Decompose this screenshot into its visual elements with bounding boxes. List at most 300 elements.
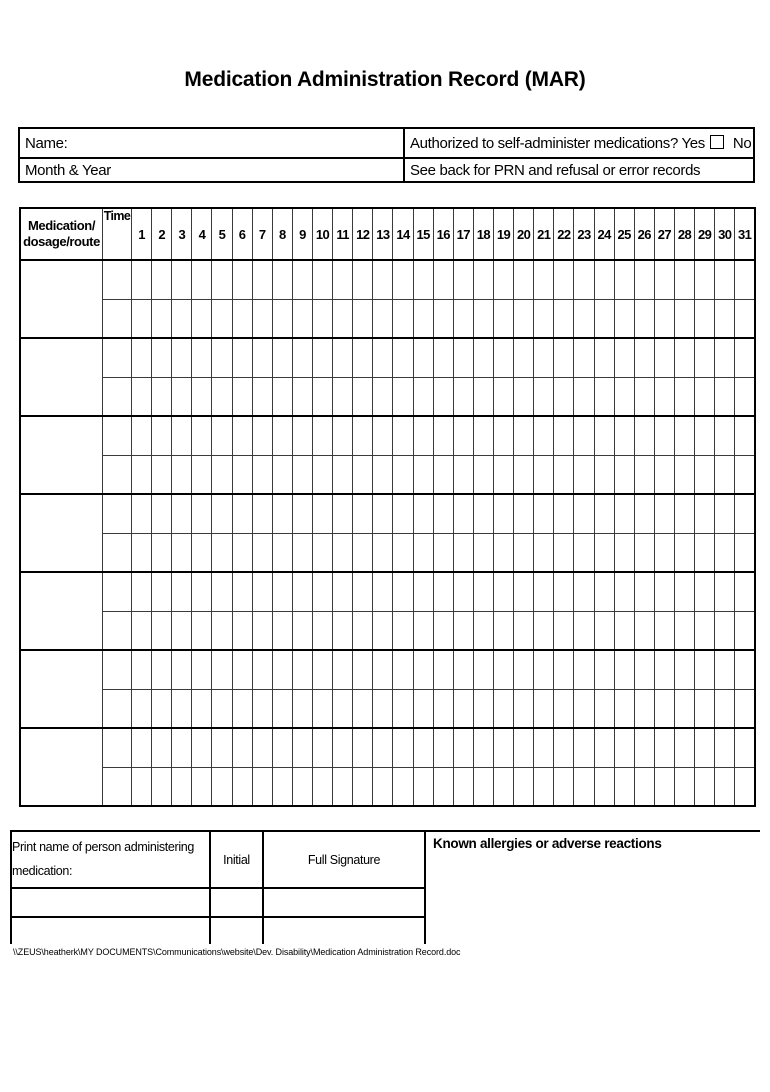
day-cell[interactable]: [594, 455, 614, 494]
day-cell[interactable]: [594, 494, 614, 533]
day-cell[interactable]: [413, 494, 433, 533]
day-cell[interactable]: [413, 650, 433, 689]
day-cell[interactable]: [715, 767, 735, 806]
day-cell[interactable]: [674, 260, 694, 299]
day-cell[interactable]: [252, 611, 272, 650]
day-cell[interactable]: [634, 338, 654, 377]
day-cell[interactable]: [473, 650, 493, 689]
day-cell[interactable]: [292, 767, 312, 806]
day-cell[interactable]: [132, 611, 152, 650]
day-cell[interactable]: [252, 767, 272, 806]
day-cell[interactable]: [433, 767, 453, 806]
day-cell[interactable]: [433, 533, 453, 572]
day-cell[interactable]: [312, 572, 332, 611]
day-cell[interactable]: [373, 767, 393, 806]
day-cell[interactable]: [674, 650, 694, 689]
day-cell[interactable]: [373, 728, 393, 767]
day-cell[interactable]: [433, 455, 453, 494]
day-cell[interactable]: [373, 416, 393, 455]
day-cell[interactable]: [554, 494, 574, 533]
day-cell[interactable]: [594, 260, 614, 299]
day-cell[interactable]: [634, 572, 654, 611]
day-cell[interactable]: [413, 299, 433, 338]
day-cell[interactable]: [514, 572, 534, 611]
day-cell[interactable]: [212, 299, 232, 338]
day-cell[interactable]: [353, 611, 373, 650]
day-cell[interactable]: [212, 611, 232, 650]
day-cell[interactable]: [393, 572, 413, 611]
day-cell[interactable]: [212, 416, 232, 455]
day-cell[interactable]: [634, 416, 654, 455]
day-cell[interactable]: [514, 767, 534, 806]
day-cell[interactable]: [554, 338, 574, 377]
day-cell[interactable]: [634, 494, 654, 533]
day-cell[interactable]: [192, 650, 212, 689]
day-cell[interactable]: [373, 572, 393, 611]
day-cell[interactable]: [534, 650, 554, 689]
day-cell[interactable]: [433, 338, 453, 377]
day-cell[interactable]: [493, 650, 513, 689]
day-cell[interactable]: [433, 299, 453, 338]
medication-cell[interactable]: [20, 260, 103, 338]
day-cell[interactable]: [292, 650, 312, 689]
day-cell[interactable]: [312, 416, 332, 455]
day-cell[interactable]: [473, 494, 493, 533]
day-cell[interactable]: [574, 767, 594, 806]
day-cell[interactable]: [594, 338, 614, 377]
day-cell[interactable]: [493, 494, 513, 533]
day-cell[interactable]: [674, 572, 694, 611]
day-cell[interactable]: [574, 650, 594, 689]
day-cell[interactable]: [373, 689, 393, 728]
day-cell[interactable]: [413, 572, 433, 611]
day-cell[interactable]: [192, 611, 212, 650]
day-cell[interactable]: [272, 611, 292, 650]
day-cell[interactable]: [634, 767, 654, 806]
day-cell[interactable]: [312, 767, 332, 806]
day-cell[interactable]: [292, 689, 312, 728]
day-cell[interactable]: [473, 377, 493, 416]
day-cell[interactable]: [393, 416, 413, 455]
day-cell[interactable]: [735, 689, 755, 728]
day-cell[interactable]: [292, 455, 312, 494]
day-cell[interactable]: [715, 611, 735, 650]
day-cell[interactable]: [272, 728, 292, 767]
day-cell[interactable]: [654, 260, 674, 299]
day-cell[interactable]: [453, 650, 473, 689]
day-cell[interactable]: [674, 533, 694, 572]
day-cell[interactable]: [192, 455, 212, 494]
day-cell[interactable]: [272, 767, 292, 806]
day-cell[interactable]: [614, 299, 634, 338]
day-cell[interactable]: [695, 689, 715, 728]
day-cell[interactable]: [534, 299, 554, 338]
day-cell[interactable]: [654, 416, 674, 455]
day-cell[interactable]: [735, 611, 755, 650]
day-cell[interactable]: [172, 728, 192, 767]
day-cell[interactable]: [634, 728, 654, 767]
day-cell[interactable]: [393, 611, 413, 650]
day-cell[interactable]: [534, 377, 554, 416]
day-cell[interactable]: [272, 533, 292, 572]
day-cell[interactable]: [232, 455, 252, 494]
day-cell[interactable]: [594, 416, 614, 455]
day-cell[interactable]: [473, 455, 493, 494]
day-cell[interactable]: [192, 494, 212, 533]
day-cell[interactable]: [152, 572, 172, 611]
day-cell[interactable]: [433, 650, 453, 689]
day-cell[interactable]: [353, 728, 373, 767]
day-cell[interactable]: [152, 689, 172, 728]
day-cell[interactable]: [634, 611, 654, 650]
day-cell[interactable]: [715, 455, 735, 494]
day-cell[interactable]: [594, 533, 614, 572]
day-cell[interactable]: [614, 689, 634, 728]
day-cell[interactable]: [333, 338, 353, 377]
day-cell[interactable]: [514, 455, 534, 494]
day-cell[interactable]: [312, 299, 332, 338]
day-cell[interactable]: [493, 533, 513, 572]
day-cell[interactable]: [172, 533, 192, 572]
day-cell[interactable]: [594, 572, 614, 611]
day-cell[interactable]: [453, 299, 473, 338]
day-cell[interactable]: [272, 260, 292, 299]
day-cell[interactable]: [252, 416, 272, 455]
day-cell[interactable]: [715, 650, 735, 689]
day-cell[interactable]: [514, 533, 534, 572]
day-cell[interactable]: [172, 572, 192, 611]
day-cell[interactable]: [312, 533, 332, 572]
day-cell[interactable]: [554, 572, 574, 611]
day-cell[interactable]: [614, 416, 634, 455]
day-cell[interactable]: [232, 650, 252, 689]
day-cell[interactable]: [514, 338, 534, 377]
day-cell[interactable]: [634, 260, 654, 299]
day-cell[interactable]: [594, 377, 614, 416]
day-cell[interactable]: [574, 299, 594, 338]
day-cell[interactable]: [614, 455, 634, 494]
day-cell[interactable]: [393, 494, 413, 533]
day-cell[interactable]: [574, 533, 594, 572]
day-cell[interactable]: [152, 416, 172, 455]
day-cell[interactable]: [493, 728, 513, 767]
day-cell[interactable]: [453, 338, 473, 377]
day-cell[interactable]: [614, 650, 634, 689]
day-cell[interactable]: [333, 728, 353, 767]
day-cell[interactable]: [614, 260, 634, 299]
day-cell[interactable]: [433, 260, 453, 299]
day-cell[interactable]: [674, 611, 694, 650]
day-cell[interactable]: [413, 416, 433, 455]
day-cell[interactable]: [333, 377, 353, 416]
day-cell[interactable]: [252, 494, 272, 533]
day-cell[interactable]: [292, 260, 312, 299]
medication-cell[interactable]: [20, 728, 103, 806]
day-cell[interactable]: [252, 689, 272, 728]
day-cell[interactable]: [172, 650, 192, 689]
day-cell[interactable]: [192, 416, 212, 455]
medication-cell[interactable]: [20, 572, 103, 650]
day-cell[interactable]: [574, 338, 594, 377]
day-cell[interactable]: [654, 455, 674, 494]
day-cell[interactable]: [453, 728, 473, 767]
day-cell[interactable]: [132, 572, 152, 611]
day-cell[interactable]: [172, 299, 192, 338]
day-cell[interactable]: [594, 767, 614, 806]
day-cell[interactable]: [353, 494, 373, 533]
day-cell[interactable]: [433, 572, 453, 611]
day-cell[interactable]: [252, 650, 272, 689]
day-cell[interactable]: [594, 611, 614, 650]
day-cell[interactable]: [453, 689, 473, 728]
day-cell[interactable]: [132, 494, 152, 533]
day-cell[interactable]: [353, 767, 373, 806]
day-cell[interactable]: [333, 416, 353, 455]
day-cell[interactable]: [192, 299, 212, 338]
day-cell[interactable]: [393, 689, 413, 728]
day-cell[interactable]: [715, 260, 735, 299]
time-cell[interactable]: [103, 455, 132, 494]
day-cell[interactable]: [674, 338, 694, 377]
day-cell[interactable]: [514, 377, 534, 416]
day-cell[interactable]: [393, 377, 413, 416]
day-cell[interactable]: [152, 533, 172, 572]
day-cell[interactable]: [413, 689, 433, 728]
day-cell[interactable]: [534, 455, 554, 494]
day-cell[interactable]: [212, 377, 232, 416]
day-cell[interactable]: [695, 728, 715, 767]
day-cell[interactable]: [674, 416, 694, 455]
day-cell[interactable]: [453, 533, 473, 572]
day-cell[interactable]: [172, 260, 192, 299]
day-cell[interactable]: [292, 611, 312, 650]
day-cell[interactable]: [413, 260, 433, 299]
day-cell[interactable]: [373, 377, 393, 416]
day-cell[interactable]: [132, 767, 152, 806]
day-cell[interactable]: [152, 728, 172, 767]
day-cell[interactable]: [493, 767, 513, 806]
day-cell[interactable]: [373, 455, 393, 494]
day-cell[interactable]: [152, 377, 172, 416]
day-cell[interactable]: [715, 728, 735, 767]
day-cell[interactable]: [514, 650, 534, 689]
day-cell[interactable]: [292, 299, 312, 338]
day-cell[interactable]: [715, 689, 735, 728]
day-cell[interactable]: [132, 689, 152, 728]
day-cell[interactable]: [514, 611, 534, 650]
day-cell[interactable]: [393, 650, 413, 689]
day-cell[interactable]: [735, 572, 755, 611]
day-cell[interactable]: [715, 572, 735, 611]
day-cell[interactable]: [413, 338, 433, 377]
day-cell[interactable]: [453, 455, 473, 494]
day-cell[interactable]: [312, 494, 332, 533]
day-cell[interactable]: [534, 689, 554, 728]
day-cell[interactable]: [654, 377, 674, 416]
day-cell[interactable]: [654, 689, 674, 728]
day-cell[interactable]: [172, 455, 192, 494]
day-cell[interactable]: [634, 299, 654, 338]
day-cell[interactable]: [695, 377, 715, 416]
day-cell[interactable]: [152, 611, 172, 650]
time-cell[interactable]: [103, 611, 132, 650]
day-cell[interactable]: [514, 494, 534, 533]
day-cell[interactable]: [574, 611, 594, 650]
day-cell[interactable]: [333, 494, 353, 533]
day-cell[interactable]: [192, 377, 212, 416]
day-cell[interactable]: [695, 572, 715, 611]
day-cell[interactable]: [674, 767, 694, 806]
day-cell[interactable]: [614, 533, 634, 572]
day-cell[interactable]: [272, 455, 292, 494]
day-cell[interactable]: [695, 494, 715, 533]
day-cell[interactable]: [232, 416, 252, 455]
yes-checkbox[interactable]: [710, 135, 724, 149]
day-cell[interactable]: [252, 260, 272, 299]
day-cell[interactable]: [373, 650, 393, 689]
day-cell[interactable]: [534, 728, 554, 767]
day-cell[interactable]: [634, 689, 654, 728]
day-cell[interactable]: [735, 260, 755, 299]
day-cell[interactable]: [413, 728, 433, 767]
day-cell[interactable]: [373, 533, 393, 572]
day-cell[interactable]: [312, 338, 332, 377]
day-cell[interactable]: [554, 377, 574, 416]
day-cell[interactable]: [715, 494, 735, 533]
day-cell[interactable]: [333, 689, 353, 728]
day-cell[interactable]: [554, 767, 574, 806]
day-cell[interactable]: [453, 416, 473, 455]
day-cell[interactable]: [735, 299, 755, 338]
day-cell[interactable]: [654, 650, 674, 689]
day-cell[interactable]: [252, 533, 272, 572]
day-cell[interactable]: [735, 533, 755, 572]
day-cell[interactable]: [393, 455, 413, 494]
day-cell[interactable]: [312, 611, 332, 650]
day-cell[interactable]: [413, 533, 433, 572]
day-cell[interactable]: [453, 767, 473, 806]
day-cell[interactable]: [634, 377, 654, 416]
day-cell[interactable]: [695, 533, 715, 572]
day-cell[interactable]: [554, 533, 574, 572]
day-cell[interactable]: [534, 494, 554, 533]
day-cell[interactable]: [735, 455, 755, 494]
day-cell[interactable]: [333, 299, 353, 338]
day-cell[interactable]: [674, 377, 694, 416]
day-cell[interactable]: [393, 260, 413, 299]
day-cell[interactable]: [232, 377, 252, 416]
day-cell[interactable]: [473, 416, 493, 455]
day-cell[interactable]: [453, 611, 473, 650]
day-cell[interactable]: [473, 767, 493, 806]
time-cell[interactable]: [103, 338, 132, 377]
day-cell[interactable]: [554, 299, 574, 338]
day-cell[interactable]: [132, 728, 152, 767]
day-cell[interactable]: [453, 260, 473, 299]
day-cell[interactable]: [654, 299, 674, 338]
day-cell[interactable]: [333, 533, 353, 572]
day-cell[interactable]: [574, 260, 594, 299]
day-cell[interactable]: [232, 689, 252, 728]
day-cell[interactable]: [574, 689, 594, 728]
day-cell[interactable]: [413, 767, 433, 806]
day-cell[interactable]: [735, 494, 755, 533]
day-cell[interactable]: [554, 455, 574, 494]
day-cell[interactable]: [232, 572, 252, 611]
day-cell[interactable]: [212, 455, 232, 494]
day-cell[interactable]: [333, 650, 353, 689]
day-cell[interactable]: [333, 455, 353, 494]
day-cell[interactable]: [172, 689, 192, 728]
day-cell[interactable]: [433, 416, 453, 455]
day-cell[interactable]: [172, 767, 192, 806]
day-cell[interactable]: [272, 377, 292, 416]
day-cell[interactable]: [353, 416, 373, 455]
day-cell[interactable]: [292, 494, 312, 533]
day-cell[interactable]: [413, 455, 433, 494]
time-cell[interactable]: [103, 299, 132, 338]
day-cell[interactable]: [634, 650, 654, 689]
day-cell[interactable]: [192, 572, 212, 611]
day-cell[interactable]: [674, 689, 694, 728]
day-cell[interactable]: [493, 299, 513, 338]
day-cell[interactable]: [353, 377, 373, 416]
day-cell[interactable]: [493, 416, 513, 455]
signature-cell[interactable]: [263, 888, 425, 917]
print-name-cell[interactable]: [11, 917, 210, 944]
day-cell[interactable]: [232, 611, 252, 650]
day-cell[interactable]: [232, 299, 252, 338]
day-cell[interactable]: [413, 377, 433, 416]
day-cell[interactable]: [514, 416, 534, 455]
day-cell[interactable]: [715, 299, 735, 338]
day-cell[interactable]: [292, 416, 312, 455]
day-cell[interactable]: [493, 338, 513, 377]
day-cell[interactable]: [574, 572, 594, 611]
day-cell[interactable]: [152, 260, 172, 299]
day-cell[interactable]: [654, 572, 674, 611]
day-cell[interactable]: [212, 338, 232, 377]
time-cell[interactable]: [103, 494, 132, 533]
day-cell[interactable]: [514, 260, 534, 299]
day-cell[interactable]: [312, 377, 332, 416]
day-cell[interactable]: [574, 377, 594, 416]
day-cell[interactable]: [433, 611, 453, 650]
day-cell[interactable]: [232, 533, 252, 572]
day-cell[interactable]: [554, 416, 574, 455]
day-cell[interactable]: [272, 689, 292, 728]
day-cell[interactable]: [614, 572, 634, 611]
day-cell[interactable]: [132, 338, 152, 377]
day-cell[interactable]: [192, 533, 212, 572]
month-year-field[interactable]: [19, 158, 404, 182]
day-cell[interactable]: [393, 299, 413, 338]
day-cell[interactable]: [152, 494, 172, 533]
day-cell[interactable]: [695, 338, 715, 377]
day-cell[interactable]: [574, 494, 594, 533]
day-cell[interactable]: [654, 611, 674, 650]
day-cell[interactable]: [252, 455, 272, 494]
day-cell[interactable]: [735, 416, 755, 455]
day-cell[interactable]: [393, 533, 413, 572]
day-cell[interactable]: [654, 338, 674, 377]
day-cell[interactable]: [252, 338, 272, 377]
day-cell[interactable]: [353, 689, 373, 728]
day-cell[interactable]: [674, 728, 694, 767]
day-cell[interactable]: [333, 767, 353, 806]
day-cell[interactable]: [695, 455, 715, 494]
day-cell[interactable]: [554, 611, 574, 650]
